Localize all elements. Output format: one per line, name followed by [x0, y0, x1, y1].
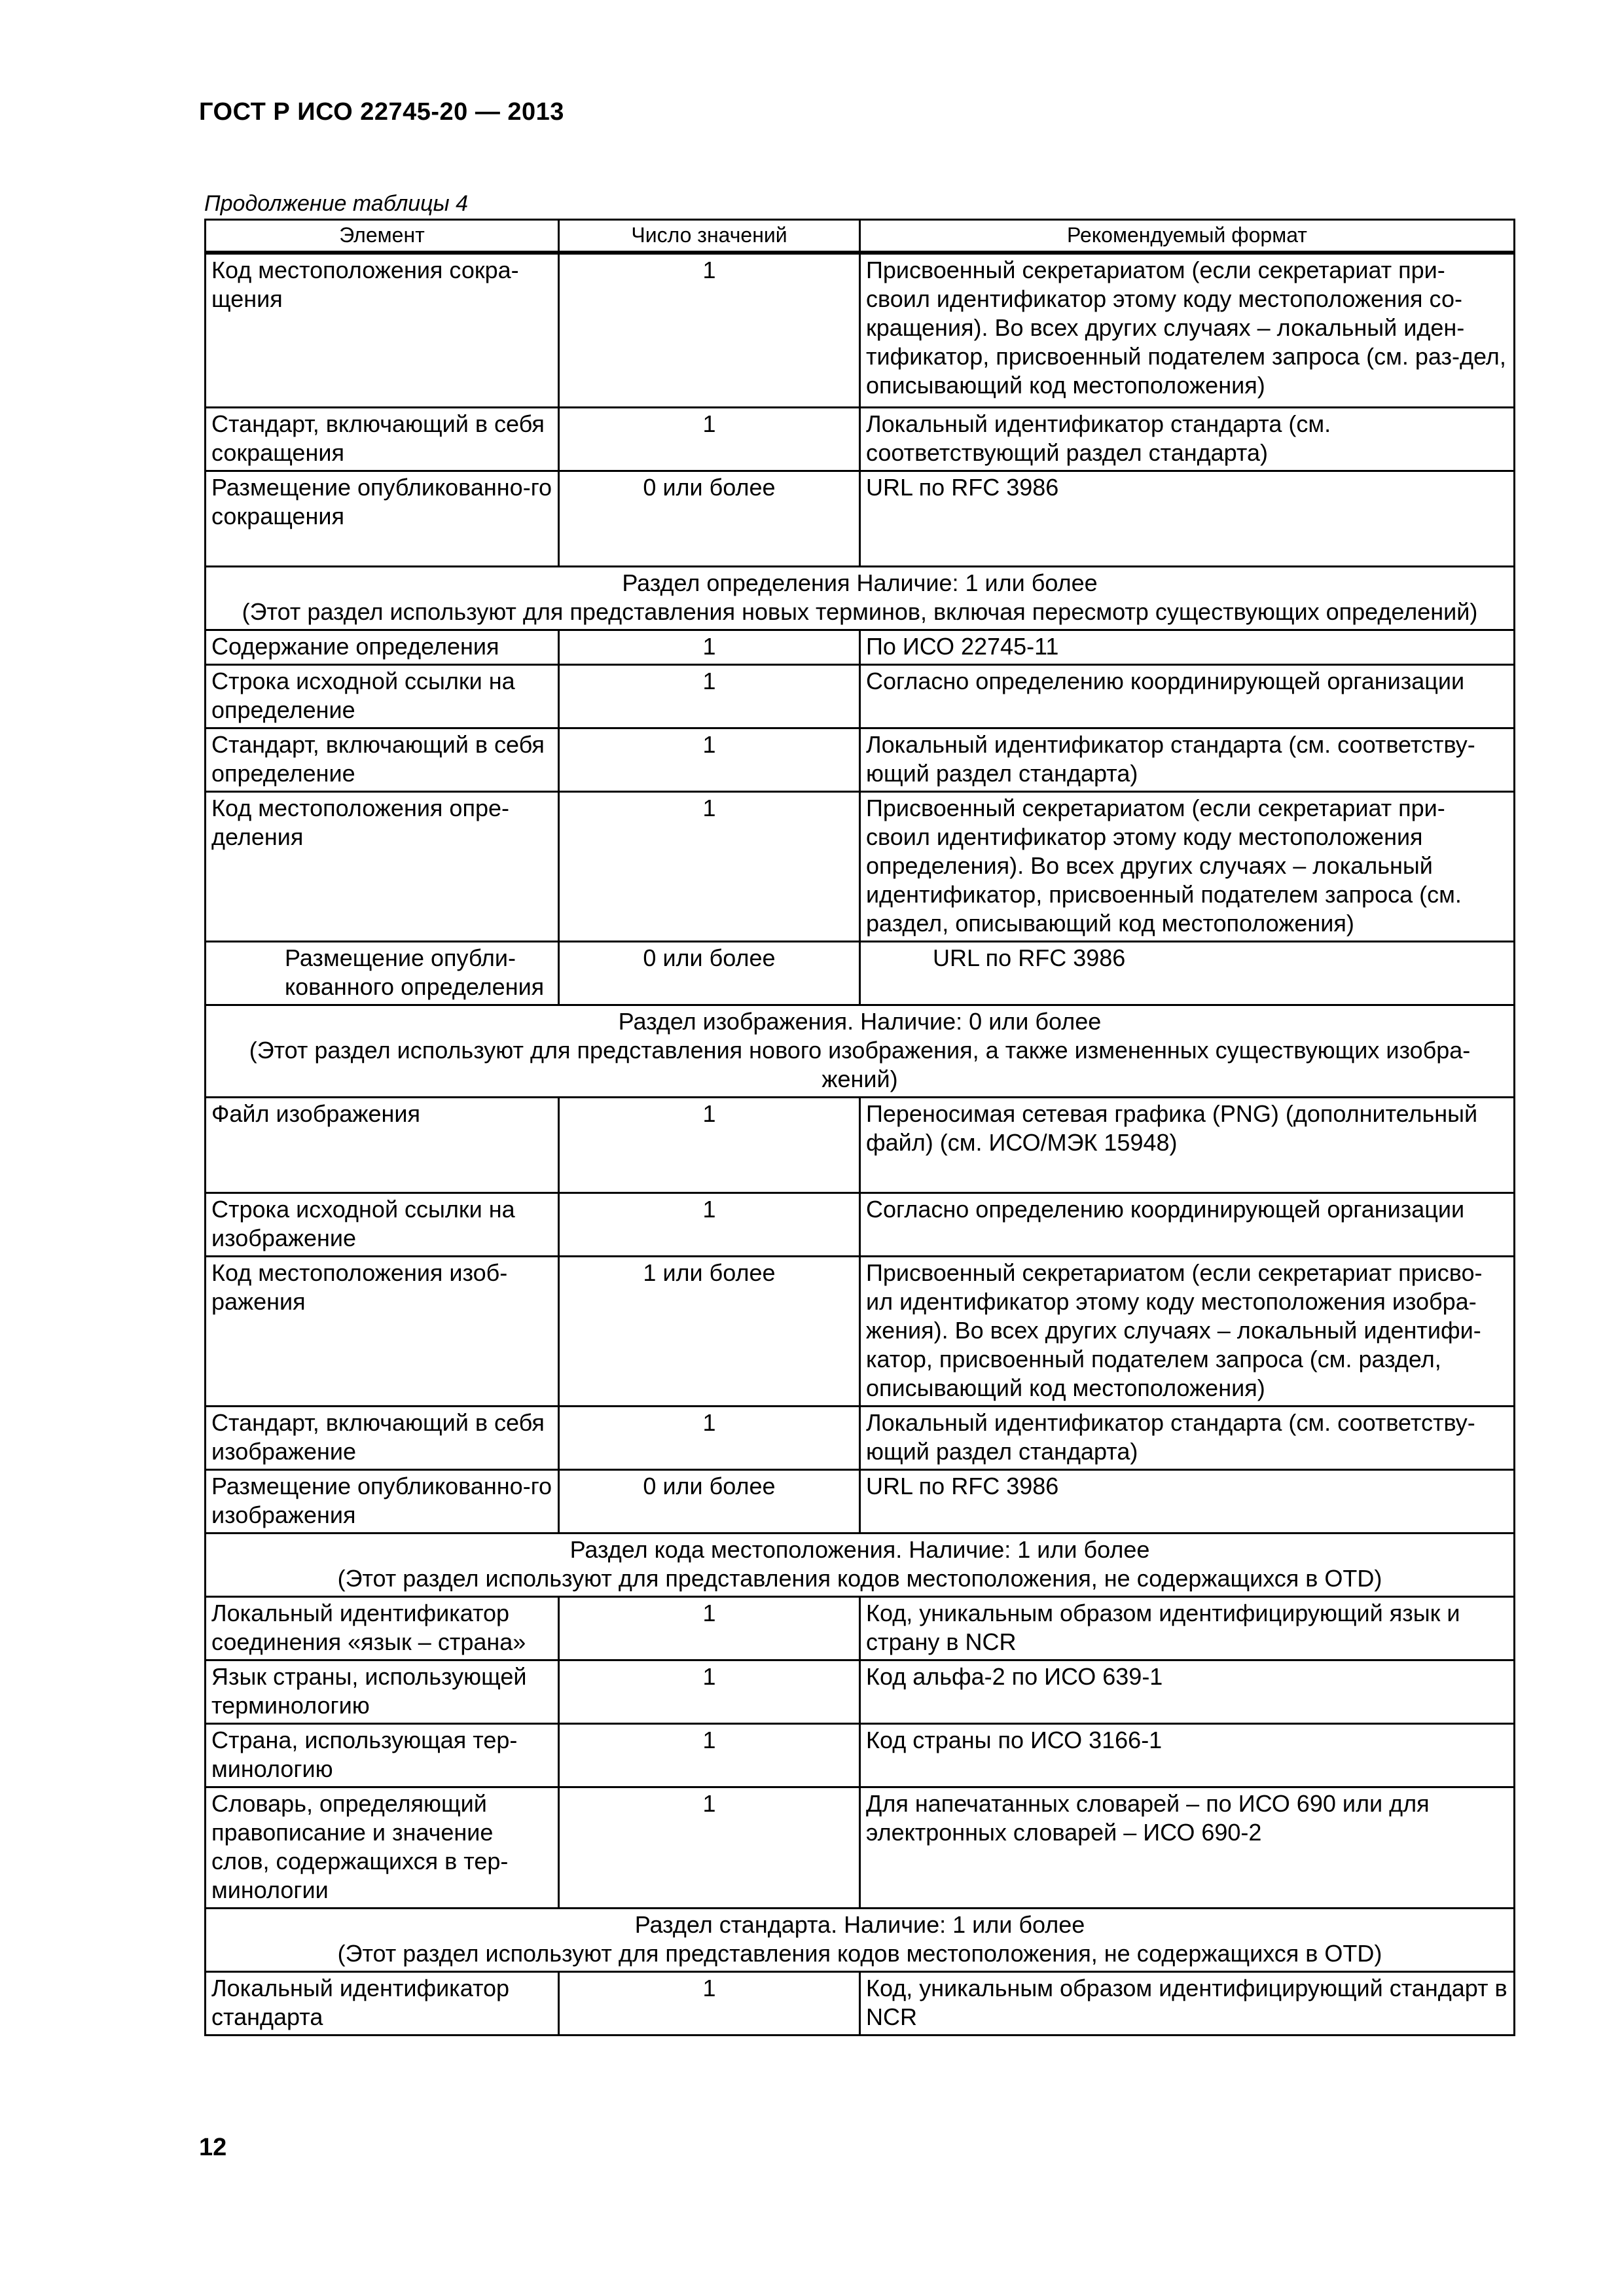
count-cell: 1 — [559, 630, 860, 664]
count-cell: 1 — [559, 1787, 860, 1908]
table-row — [206, 1406, 1515, 1469]
format-cell: Для напечатанных словарей – по ИСО 690 или для электронных словарей – ИСО 690-2 — [860, 1787, 1515, 1908]
table-row — [206, 1097, 1515, 1193]
format-cell: Переносимая сетевая графика (PNG) (дополнительный файл) (см. ИСО/МЭК 15948) — [860, 1097, 1515, 1193]
section-title: Раздел определения Наличие: 1 или более — [622, 569, 1098, 596]
table-row — [206, 471, 1515, 566]
element-cell: Локальный идентификатор стандарта — [206, 1971, 559, 2035]
table-row — [206, 1660, 1515, 1723]
section-cell — [206, 1005, 1515, 1097]
table-row — [206, 1596, 1515, 1660]
section-row — [206, 1908, 1515, 1971]
section-note: (Этот раздел используют для представления нового изображения, а также измененных существующих изобра-жений) — [249, 1036, 1471, 1092]
table-caption: Продолжение таблицы 4 — [204, 191, 468, 216]
section-cell — [206, 1533, 1515, 1596]
table-row — [206, 1469, 1515, 1533]
table-row — [206, 1787, 1515, 1908]
count-cell: 1 или более — [559, 1256, 860, 1406]
format-cell: Код альфа-2 по ИСО 639-1 — [860, 1660, 1515, 1723]
requirements-table — [204, 219, 1515, 2036]
format-cell: Код, уникальным образом идентифицирующий язык и страну в NCR — [860, 1596, 1515, 1660]
count-cell: 1 — [559, 1723, 860, 1787]
section-title: Раздел изображения. Наличие: 0 или более — [618, 1007, 1102, 1035]
element-cell: Код местоположения сокра-щения — [206, 253, 559, 407]
format-cell: По ИСО 22745-11 — [860, 630, 1515, 664]
element-cell: Язык страны, использующей терминологию — [206, 1660, 559, 1723]
page-number: 12 — [199, 2134, 227, 2161]
format-cell: URL по RFC 3986 — [860, 941, 1515, 1005]
column-header-format: Рекомендуемый формат — [860, 220, 1515, 253]
element-cell: Файл изображения — [206, 1097, 559, 1193]
count-cell: 1 — [559, 1097, 860, 1193]
section-title: Раздел кода местоположения. Наличие: 1 или более — [569, 1535, 1150, 1563]
count-cell: 1 — [559, 1596, 860, 1660]
table-row — [206, 1723, 1515, 1787]
section-row — [206, 1005, 1515, 1097]
count-cell: 1 — [559, 664, 860, 728]
count-cell: 1 — [559, 253, 860, 407]
format-cell: Присвоенный секретариатом (если секретариат при-своил идентификатор этому коду местоположения определения). Во всех других случаях – локальный идентификатор, присвоенный подателем запроса (см. раздел, описывающий код местоположения) — [860, 791, 1515, 941]
section-note: (Этот раздел используют для представления кодов местоположения, не содержащихся в OTD) — [337, 1939, 1382, 1967]
format-cell: Код страны по ИСО 3166-1 — [860, 1723, 1515, 1787]
element-cell: Страна, использующая тер-минологию — [206, 1723, 559, 1787]
element-cell: Код местоположения опре-деления — [206, 791, 559, 941]
count-cell: 0 или более — [559, 1469, 860, 1533]
table-row — [206, 728, 1515, 791]
element-cell: Код местоположения изоб-ражения — [206, 1256, 559, 1406]
element-cell: Строка исходной ссылки на определение — [206, 664, 559, 728]
section-note: (Этот раздел используют для представления кодов местоположения, не содержащихся в OTD) — [337, 1564, 1382, 1592]
column-header-count: Число значений — [559, 220, 860, 253]
format-cell: URL по RFC 3986 — [860, 1469, 1515, 1533]
element-cell: Размещение опубли-кованного определения — [206, 941, 559, 1005]
table-row — [206, 1256, 1515, 1406]
section-cell — [206, 1908, 1515, 1971]
section-row — [206, 566, 1515, 630]
section-title: Раздел стандарта. Наличие: 1 или более — [634, 1910, 1085, 1938]
count-cell: 1 — [559, 1193, 860, 1256]
element-cell: Локальный идентификатор соединения «язык – страна» — [206, 1596, 559, 1660]
table-row — [206, 1193, 1515, 1256]
document-header: ГОСТ Р ИСО 22745-20 — 2013 — [199, 98, 564, 126]
element-cell: Содержание определения — [206, 630, 559, 664]
count-cell: 0 или более — [559, 471, 860, 566]
format-cell: Присвоенный секретариатом (если секретариат присво-ил идентификатор этому коду местоположения изобра-жения). Во всех других случаях – локальный идентифи-катор, присвоенный подателем запроса (см. раздел, описывающий код местоположения) — [860, 1256, 1515, 1406]
table-header-row — [206, 220, 1515, 253]
element-cell: Стандарт, включающий в себя сокращения — [206, 407, 559, 471]
element-cell: Стандарт, включающий в себя определение — [206, 728, 559, 791]
format-cell: Код, уникальным образом идентифицирующий стандарт в NCR — [860, 1971, 1515, 2035]
table-row — [206, 1971, 1515, 2035]
section-row — [206, 1533, 1515, 1596]
format-cell: Согласно определению координирующей организации — [860, 1193, 1515, 1256]
table-row — [206, 407, 1515, 471]
table-row — [206, 253, 1515, 407]
count-cell: 1 — [559, 1660, 860, 1723]
format-cell: Согласно определению координирующей организации — [860, 664, 1515, 728]
element-cell: Строка исходной ссылки на изображение — [206, 1193, 559, 1256]
element-cell: Размещение опубликованно-го изображения — [206, 1469, 559, 1533]
count-cell: 1 — [559, 407, 860, 471]
count-cell: 0 или более — [559, 941, 860, 1005]
column-header-element: Элемент — [206, 220, 559, 253]
table-row — [206, 664, 1515, 728]
element-cell: Словарь, определяющий правописание и значение слов, содержащихся в тер-минологии — [206, 1787, 559, 1908]
count-cell: 1 — [559, 1406, 860, 1469]
count-cell: 1 — [559, 728, 860, 791]
count-cell: 1 — [559, 1971, 860, 2035]
format-cell: Присвоенный секретариатом (если секретариат при-своил идентификатор этому коду местоположения со-кращения). Во всех других случаях – локальный иден-тификатор, присвоенный подателем запроса (см. раз-дел, описывающий код местоположения) — [860, 253, 1515, 407]
section-cell — [206, 566, 1515, 630]
table-row — [206, 630, 1515, 664]
section-note: (Этот раздел используют для представления новых терминов, включая пересмотр существующих определений) — [242, 598, 1478, 625]
count-cell: 1 — [559, 791, 860, 941]
element-cell: Размещение опубликованно-го сокращения — [206, 471, 559, 566]
table-row — [206, 941, 1515, 1005]
format-cell: URL по RFC 3986 — [860, 471, 1515, 566]
table-row — [206, 791, 1515, 941]
format-cell: Локальный идентификатор стандарта (см. соответству-ющий раздел стандарта) — [860, 728, 1515, 791]
element-cell: Стандарт, включающий в себя изображение — [206, 1406, 559, 1469]
format-cell: Локальный идентификатор стандарта (см. соответству-ющий раздел стандарта) — [860, 1406, 1515, 1469]
format-cell: Локальный идентификатор стандарта (см. соответствующий раздел стандарта) — [860, 407, 1515, 471]
